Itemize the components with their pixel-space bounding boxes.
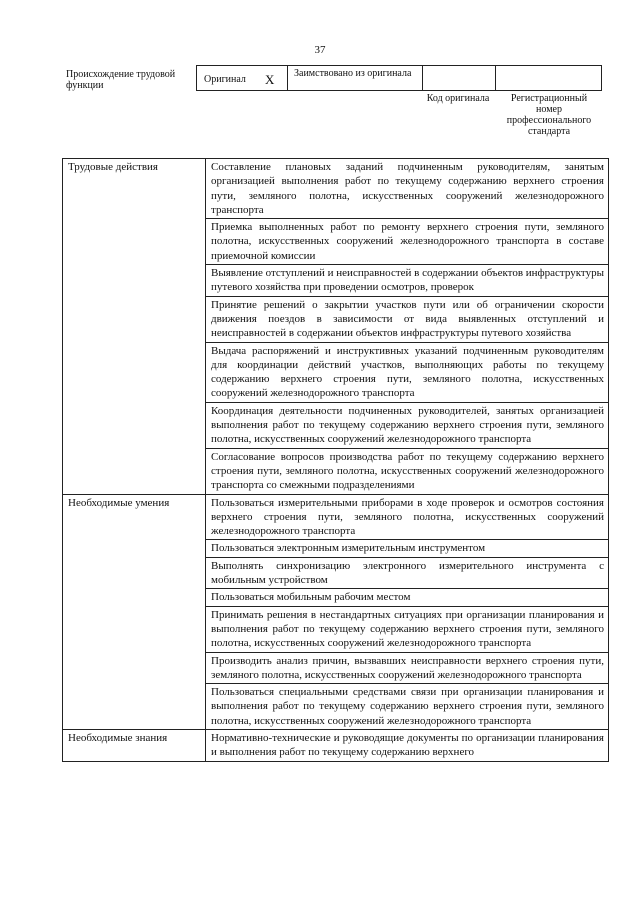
original-label: Оригинал (204, 74, 246, 85)
section-row (63, 494, 609, 729)
section-items-cell (206, 159, 609, 495)
section-label-cell (63, 729, 206, 761)
list-item: Принимать решения в нестандартных ситуациях при организации планирования и выполнения работ по текущему содержанию верхнего строения пути, земляного полотна, искусственных сооружений железнодорожного транспорта (206, 607, 608, 653)
borrowed-label: Заимствовано из оригинала (294, 68, 412, 79)
section-label-cell (63, 494, 206, 729)
origin-label: Происхождение трудовой функции (66, 69, 176, 91)
list-item: Выявление отступлений и неисправностей в содержании объектов инфраструктуры путевого хозяйства при проведении осмотров, проверок (206, 265, 608, 297)
section-row (63, 159, 609, 495)
origin-original-cell (196, 65, 288, 91)
list-item: Приемка выполненных работ по ремонту верхнего строения пути, земляного полотна, искусственных сооружений железнодорожного транспорта в составе приемочной комиссии (206, 219, 608, 265)
section-label-cell (63, 159, 206, 495)
code-label: Код оригинала (426, 93, 490, 104)
origin-borrowed-cell (287, 65, 423, 91)
list-item: Пользоваться специальными средствами связи при организации планирования и выполнения работ по текущему содержанию верхнего строения пути, земляного полотна, искусственных сооружений железнодорожного транспорта (211, 686, 604, 727)
list-item: Производить анализ причин, вызвавших неисправности верхнего строения пути, земляного полотна, искусственных сооружений железнодорожного транспорта (206, 653, 608, 685)
list-item: Выдача распоряжений и инструктивных указаний подчиненным руководителям для координации действий участков, выполняющих работы по текущему содержанию верхнего строения пути, земляного полотна, искусственных сооружений железнодорожного транспорта (206, 343, 608, 403)
section-items-cell (206, 729, 609, 761)
list-item: Пользоваться электронным измерительным инструментом (206, 540, 608, 557)
list-item: Составление плановых заданий подчиненным руководителям, занятым организацией выполнения работ по текущему содержанию верхнего строения пути, земляного полотна, искусственных сооружений железнодорожного транспорта (206, 159, 608, 219)
page-number: 37 (314, 44, 326, 56)
original-mark: X (265, 72, 275, 87)
registration-label: Регистрационный номер профессионального стандарта (506, 93, 592, 137)
list-item: Принятие решений о закрытии участков пути или об ограничении скорости движения поездов в зависимости от вида выявленных отступлений и неисправностей в содержании объектов инфраструктуры путевого хозяйства (206, 297, 608, 343)
list-item: Согласование вопросов производства работ по текущему содержанию верхнего строения пути, земляного полотна, искусственных сооружений железнодорожного транспорта со смежными подразделениями (211, 450, 604, 492)
list-item: Пользоваться мобильным рабочим местом (206, 589, 608, 606)
section-row (63, 729, 609, 761)
list-item: Координация деятельности подчиненных руководителей, занятых организацией выполнения работ по текущему содержанию верхнего строения пути, земляного полотна, искусственных сооружений железнодорожного транспорта (206, 403, 608, 449)
origin-code-cell (422, 65, 496, 91)
functions-table (62, 158, 609, 762)
list-item: Выполнять синхронизацию электронного измерительного инструмента с мобильным устройством (206, 558, 608, 590)
origin-reg-cell (495, 65, 602, 91)
list-item: Пользоваться измерительными приборами в ходе проверок и осмотров состояния верхнего строения пути, земляного полотна, искусственных сооружений железнодорожного транспорта (206, 495, 608, 541)
section-label: Необходимые умения (68, 496, 170, 509)
section-label: Необходимые знания (68, 731, 168, 744)
list-item: Нормативно-технические и руководящие документы по организации планирования и выполнения работ по текущему содержанию верхнего (211, 731, 604, 759)
section-label: Трудовые действия (68, 161, 158, 173)
section-items-cell (206, 494, 609, 729)
